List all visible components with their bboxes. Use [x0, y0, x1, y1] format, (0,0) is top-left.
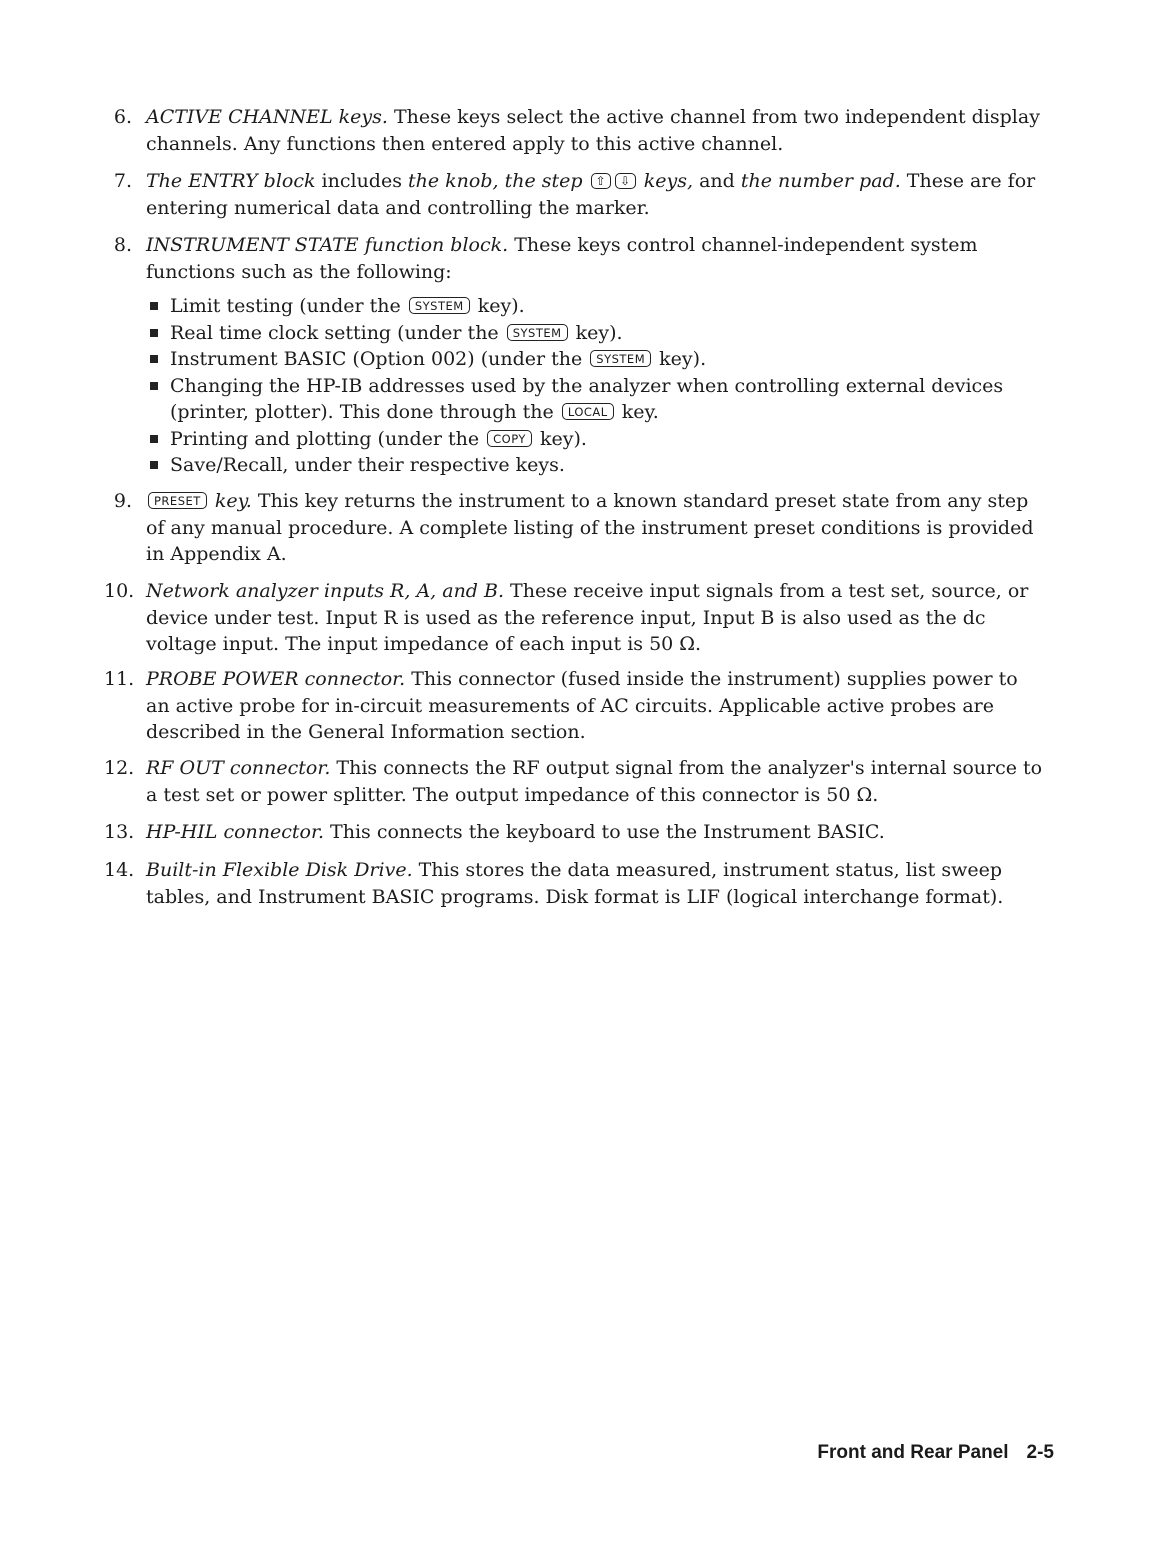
item-title: ACTIVE CHANNEL keys.: [146, 106, 388, 128]
item-title: HP-HIL connector.: [146, 821, 325, 843]
list-item-7: 7. The ENTRY block includes the knob, the step ⇧ ⇩ keys, and the number pad. These are for entering numerical data and controlling the marker.: [146, 168, 1046, 221]
item-number: 12.: [104, 757, 135, 779]
local-key: LOCAL: [562, 403, 614, 420]
item-text: These receive input signals from a test set, source, or device under test. Input R is used as the reference input, Input B is also used as the dc voltage input. The input impedance of each input is 50 Ω.: [146, 580, 1029, 655]
item-text: These keys select the active channel from two independent display channels. Any functions then entered apply to this active channel.: [146, 106, 1040, 155]
item-title: Built-in Flexible Disk Drive.: [146, 859, 413, 881]
bullet-square: [150, 355, 158, 363]
item-text: This connector (fused inside the instrument) supplies power to an active probe for in-circuit measurements of AC circuits. Applicable active probes are described in the General Information section.: [146, 668, 1018, 743]
item-number: 7.: [113, 170, 132, 192]
item-number: 13.: [104, 821, 135, 843]
preset-key: PRESET: [148, 492, 207, 509]
item-number: 9.: [113, 490, 132, 512]
item-title: PROBE POWER connector.: [146, 668, 406, 690]
bullet-square: [150, 461, 158, 469]
page-number: 2-5: [1026, 1442, 1054, 1463]
item-text: This connects the keyboard to use the Instrument BASIC.: [324, 821, 885, 843]
system-key: SYSTEM: [507, 324, 568, 341]
item-title: INSTRUMENT STATE function block.: [146, 234, 509, 256]
bullet-list: [146, 293, 1046, 479]
item-number: 6.: [113, 106, 132, 128]
item-title: key.: [214, 490, 252, 512]
bullet-square: [150, 302, 158, 310]
bullet-item: Save/Recall, under their respective keys.: [146, 452, 1046, 479]
list-item-6: [113, 104, 1046, 157]
bullet-square: [150, 382, 158, 390]
item-text: These keys control channel-independent system functions such as the following:: [146, 234, 978, 283]
item-number: 8.: [113, 234, 132, 256]
list-item-14: [104, 857, 1046, 910]
item-title: RF OUT connector.: [146, 757, 331, 779]
system-key: SYSTEM: [409, 297, 470, 314]
item-number: 11.: [104, 668, 135, 690]
bullet-item: Instrument BASIC (Option 002) (under the SYSTEM key).: [146, 346, 1046, 373]
system-key: SYSTEM: [590, 350, 651, 367]
item-text: This stores the data measured, instrument status, list sweep tables, and Instrument BASIC programs. Disk format is LIF (logical interchange format).: [146, 859, 1004, 908]
bullet-square: [150, 435, 158, 443]
list-item-8: [113, 232, 1046, 479]
list-item-13: [104, 819, 1046, 846]
list-item-10: [104, 578, 1046, 658]
item-text: This connects the RF output signal from the analyzer's internal source to a test set or power splitter. The output impedance of this connector is 50 Ω.: [146, 757, 1043, 806]
item-number: 14.: [104, 859, 135, 881]
item-number: 10.: [104, 580, 135, 602]
bullet-item: Real time clock setting (under the SYSTEM key).: [146, 320, 1046, 347]
item-text: This key returns the instrument to a known standard preset state from any step of any manual procedure. A complete listing of the instrument preset conditions is provided in Appendix A.: [146, 490, 1034, 565]
bullet-item: Limit testing (under the SYSTEM key).: [146, 293, 1046, 320]
list-item-12: [104, 755, 1046, 808]
list-item-9: [113, 488, 1046, 568]
bullet-item: Changing the HP-IB addresses used by the analyzer when controlling external devices (printer, plotter). This done through the LOCAL key.: [146, 373, 1046, 426]
bullet-square: [150, 329, 158, 337]
step-down-key: ⇩: [615, 173, 636, 189]
footer-section-title: Front and Rear Panel: [817, 1442, 1009, 1463]
item-title: Network analyzer inputs R, A, and B.: [146, 580, 505, 602]
page-footer: [817, 1442, 1054, 1464]
list-item-11: [104, 666, 1046, 746]
step-up-key: ⇧: [591, 173, 612, 189]
item-title: The ENTRY block: [146, 170, 316, 192]
bullet-item: Printing and plotting (under the COPY key).: [146, 426, 1046, 453]
copy-key: COPY: [487, 430, 532, 447]
